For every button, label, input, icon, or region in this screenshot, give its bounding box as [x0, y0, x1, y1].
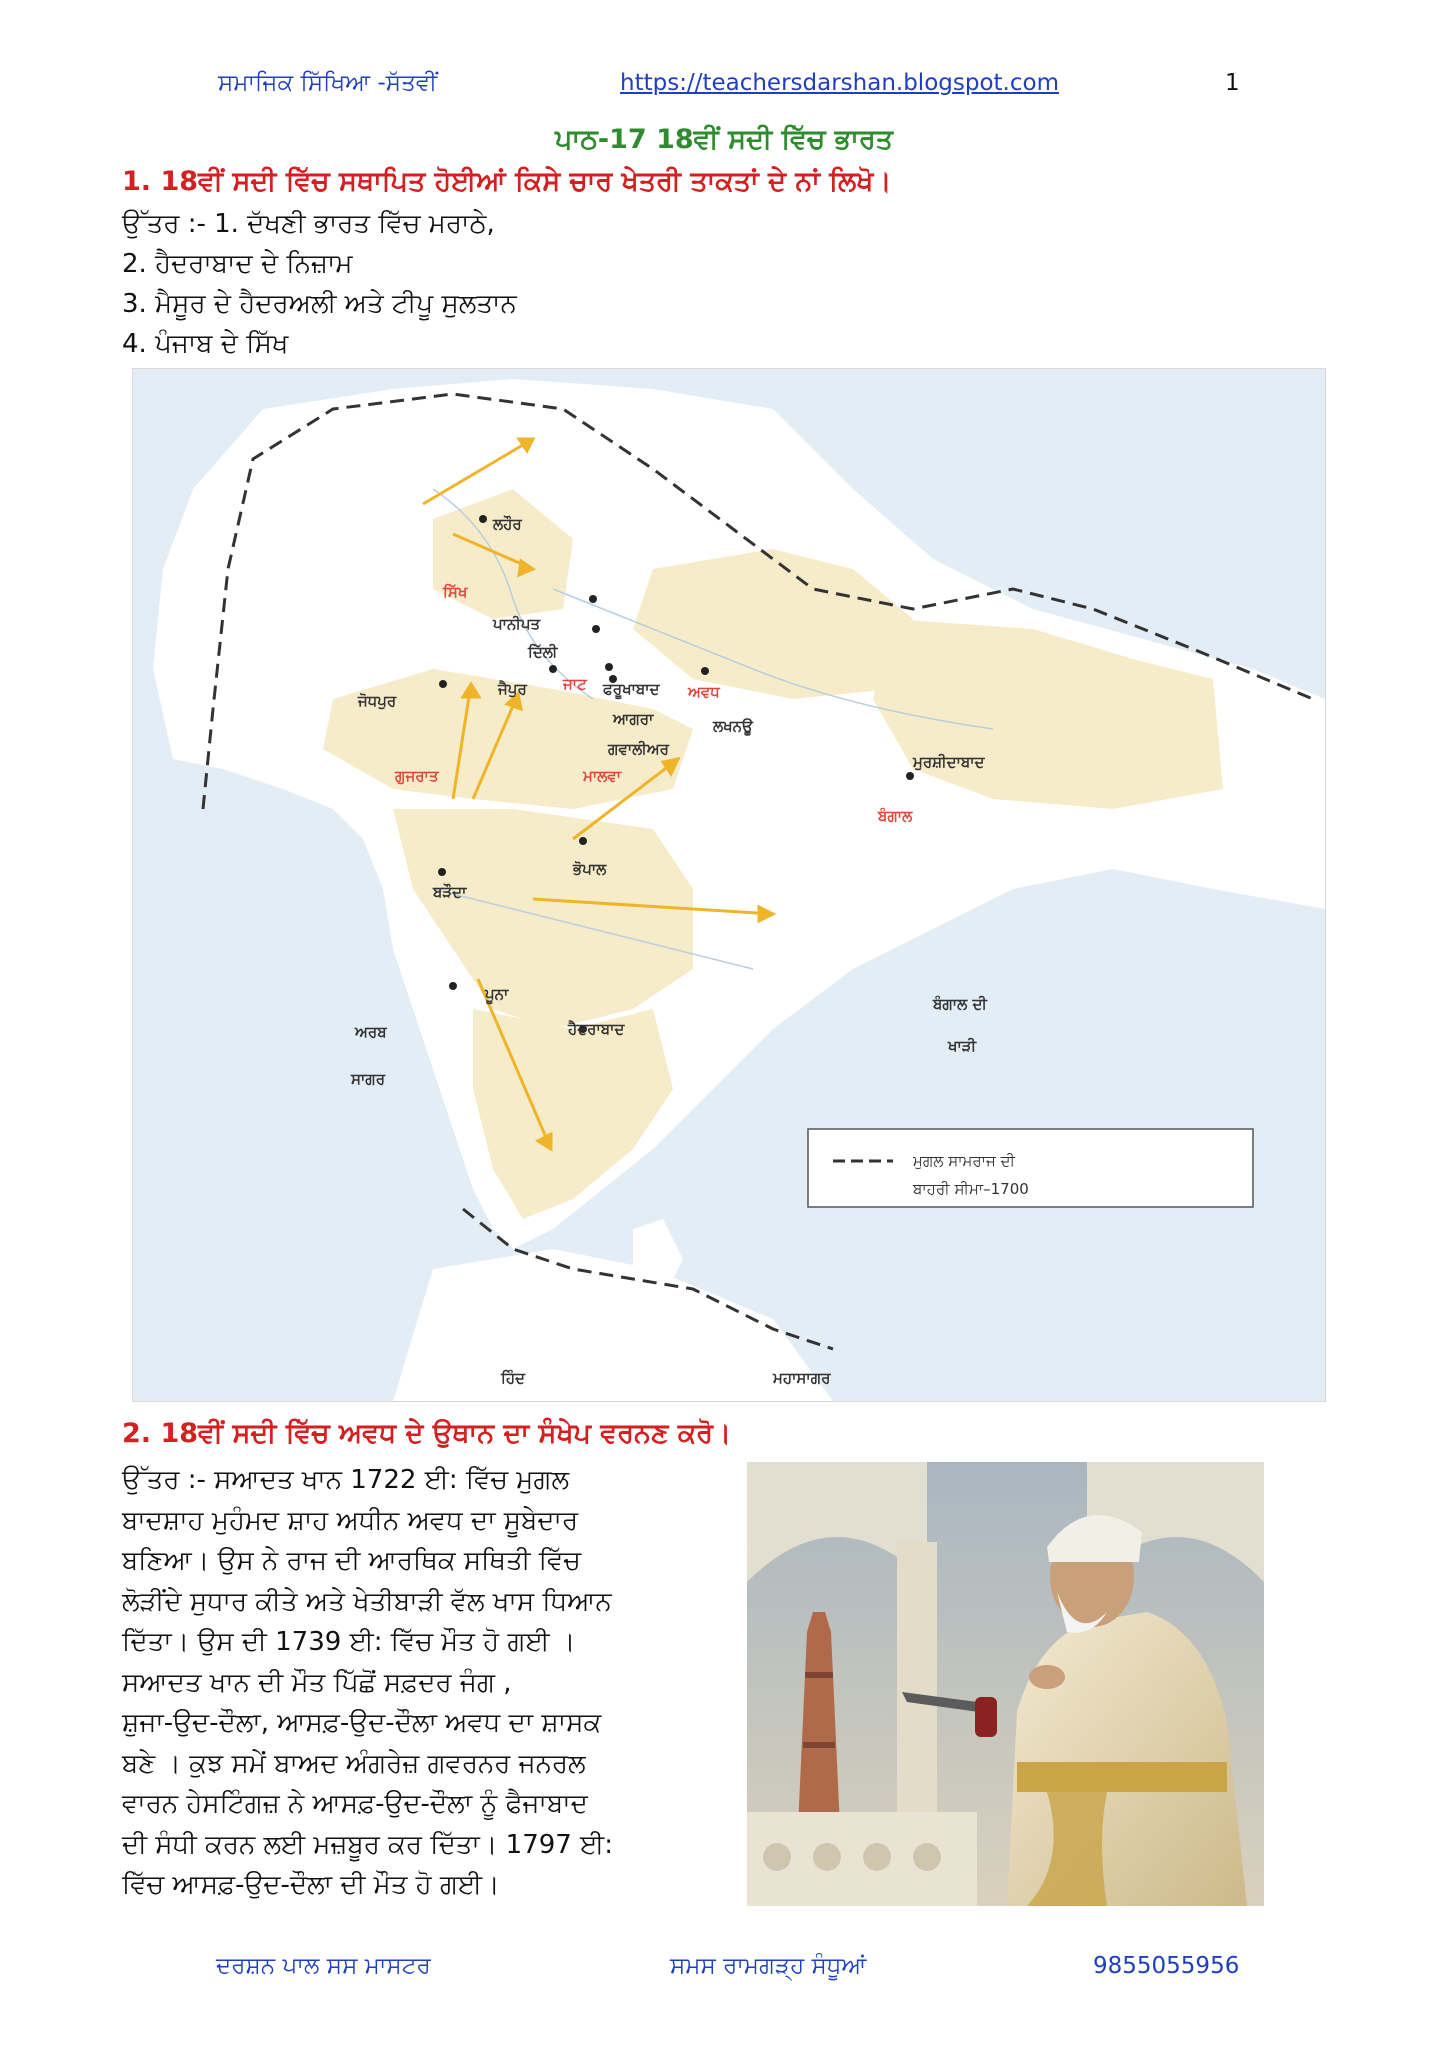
map-label-malwa: ਮਾਲਵਾ	[583, 767, 621, 785]
question-1: 1. 18ਵੀਂ ਸਦੀ ਵਿੱਚ ਸਥਾਪਿਤ ਹੋਈਆਂ ਕਿਸੇ ਚਾਰ ਖੇਤਰੀ ਤਾਕਤਾਂ ਦੇ ਨਾਂ ਲਿਖੋ।	[122, 166, 892, 197]
map-label-bay-2: ਖਾੜੀ	[948, 1037, 977, 1055]
india-18th-century-map	[132, 368, 1326, 1402]
answer-2-line: ਬਾਦਸ਼ਾਹ ਮੁਹੰਮਦ ਸ਼ਾਹ ਅਧੀਨ ਅਵਧ ਦਾ ਸੂਬੇਦਾਰ	[122, 1505, 579, 1536]
answer-1	[122, 204, 517, 364]
map-label-awadh: ਅਵਧ	[688, 683, 720, 701]
map-label-panipat: ਪਾਨੀਪਤ	[493, 615, 541, 633]
map-label-agra: ਆਗਰਾ	[613, 710, 654, 728]
lesson-title: ਪਾਠ-17 18ਵੀਂ ਸਦੀ ਵਿੱਚ ਭਾਰਤ	[555, 124, 893, 155]
map-label-lahore: ਲਹੌਰ	[493, 515, 522, 533]
header-url-link[interactable]: https://teachersdarshan.blogspot.com	[620, 70, 1059, 96]
legend-line-1: ਮੁਗਲ ਸਾਮਰਾਜ ਦੀ	[913, 1152, 1015, 1170]
map-label-bhopal: ਭੋਪਾਲ	[573, 860, 607, 878]
map-label-lucknow: ਲਖਨਊ	[713, 717, 753, 735]
answer-1-line: 3. ਮੈਸੂਰ ਦੇ ਹੈਦਰਅਲੀ ਅਤੇ ਟੀਪੂ ਸੁਲਤਾਨ	[122, 289, 517, 319]
footer-school: ਸਮਸ ਰਾਮਗੜ੍ਹ ਸੰਧੂਆਂ	[670, 1953, 867, 1979]
map-label-gwalior: ਗਵਾਲੀਅਰ	[608, 740, 669, 758]
map-label-sikh: ਸਿੱਖ	[443, 583, 468, 601]
map-label-bengal: ਬੰਗਾਲ	[878, 807, 913, 825]
map-landmass	[153, 379, 1325, 1249]
map-label-sea: ਸਾਗਰ	[351, 1070, 386, 1088]
answer-2-line: ਲੋੜੀਂਦੇ ਸੁਧਾਰ ਕੀਤੇ ਅਤੇ ਖੇਤੀਬਾੜੀ ਵੱਲ ਖਾਸ ਧਿਆਨ	[122, 1586, 612, 1617]
map-label-gujarat: ਗੁਜਰਾਤ	[395, 767, 439, 785]
legend-line-2: ਬਾਹਰੀ ਸੀਮਾ–1700	[913, 1180, 1029, 1198]
map-label-bay-1: ਬੰਗਾਲ ਦੀ	[933, 995, 987, 1013]
answer-1-line: 4. ਪੰਜਾਬ ਦੇ ਸਿੱਖ	[122, 329, 289, 359]
answer-2-line: ਦਿੱਤਾ। ਉਸ ਦੀ 1739 ਈ: ਵਿੱਚ ਮੌਤ ਹੋ ਗਈ ।	[122, 1627, 576, 1657]
map-label-murshidabad: ਮੁਰਸ਼ੀਦਾਬਾਦ	[913, 753, 985, 771]
header-subject: ਸਮਾਜਿਕ ਸਿੱਖਿਆ -ਸੱਤਵੀਂ	[218, 70, 438, 96]
map-svg	[133, 369, 1325, 1401]
map-label-farrukhabad: ਫਰੂਖਾਬਾਦ	[603, 680, 660, 698]
footer-author: ਦਰਸ਼ਨ ਪਾਲ ਸਸ ਮਾਸਟਰ	[216, 1953, 431, 1979]
answer-1-line: ਉੱਤਰ :- 1. ਦੱਖਣੀ ਭਾਰਤ ਵਿੱਚ ਮਰਾਠੇ,	[122, 209, 495, 239]
answer-2-line: ਸ਼ੁਜਾ-ਉਦ-ਦੌਲਾ, ਆਸਫ਼-ਉਦ-ਦੌਲਾ ਅਵਧ ਦਾ ਸ਼ਾਸਕ	[122, 1708, 602, 1738]
answer-2-line: ਉੱਤਰ :- ਸਆਦਤ ਖਾਨ 1722 ਈ: ਵਿੱਚ ਮੁਗਲ	[122, 1465, 570, 1495]
answer-2-line: ਸਆਦਤ ਖਾਨ ਦੀ ਮੌਤ ਪਿੱਛੋਂ ਸਫ਼ਦਰ ਜੰਗ ,	[122, 1667, 512, 1698]
map-label-baroda: ਬੜੌਦਾ	[433, 883, 467, 901]
answer-2-line: ਵਾਰਨ ਹੇਸਟਿੰਗਜ਼ ਨੇ ਆਸਫ਼-ਉਦ-ਦੌਲਾ ਨੂੰ ਫੈਜਾਬਾਦ	[122, 1789, 588, 1819]
nawab-portrait-image	[747, 1462, 1264, 1906]
answer-2-line: ਵਿੱਚ ਆਸਫ਼-ਉਦ-ਦੌਲਾ ਦੀ ਮੌਤ ਹੋ ਗਈ।	[122, 1870, 500, 1900]
answer-1-line: 2. ਹੈਦਰਾਬਾਦ ਦੇ ਨਿਜ਼ਾਮ	[122, 249, 353, 279]
answer-2-line: ਬਣਿਆ। ਉਸ ਨੇ ਰਾਜ ਦੀ ਆਰਥਿਕ ਸਥਿਤੀ ਵਿੱਚ	[122, 1546, 581, 1576]
map-label-jodhpur: ਜੋਧਪੁਰ	[358, 692, 397, 710]
map-legend	[808, 1129, 1253, 1207]
map-label-jat: ਜਾਟ	[563, 675, 587, 693]
map-label-jaipur: ਜੈਪੁਰ	[498, 680, 527, 698]
footer-phone: 9855055956	[1093, 1953, 1240, 1979]
answer-2	[122, 1460, 682, 1906]
answer-2-line: ਦੀ ਸੰਧੀ ਕਰਨ ਲਈ ਮਜ਼ਬੂਰ ਕਰ ਦਿੱਤਾ। 1797 ਈ:	[122, 1829, 613, 1860]
map-label-hyderabad: ਹੈਦਰਾਬਾਦ	[568, 1020, 625, 1038]
map-label-pune: ਪੂਨਾ	[485, 985, 509, 1003]
map-label-bottom-right: ਮਹਾਸਾਗਰ	[773, 1369, 831, 1387]
map-label-bottom-left: ਹਿੰਦ	[501, 1369, 525, 1387]
map-label-delhi: ਦਿੱਲੀ	[528, 643, 558, 661]
map-label-arab: ਅਰਬ	[355, 1023, 387, 1041]
answer-2-line: ਬਣੇ । ਕੁਝ ਸਮੇਂ ਬਾਅਦ ਅੰਗਰੇਜ਼ ਗਵਰਨਰ ਜਨਰਲ	[122, 1748, 586, 1779]
page-number: 1	[1225, 70, 1240, 96]
question-2: 2. 18ਵੀਂ ਸਦੀ ਵਿੱਚ ਅਵਧ ਦੇ ਉਥਾਨ ਦਾ ਸੰਖੇਪ ਵਰਨਣ ਕਰੋ।	[122, 1418, 732, 1449]
